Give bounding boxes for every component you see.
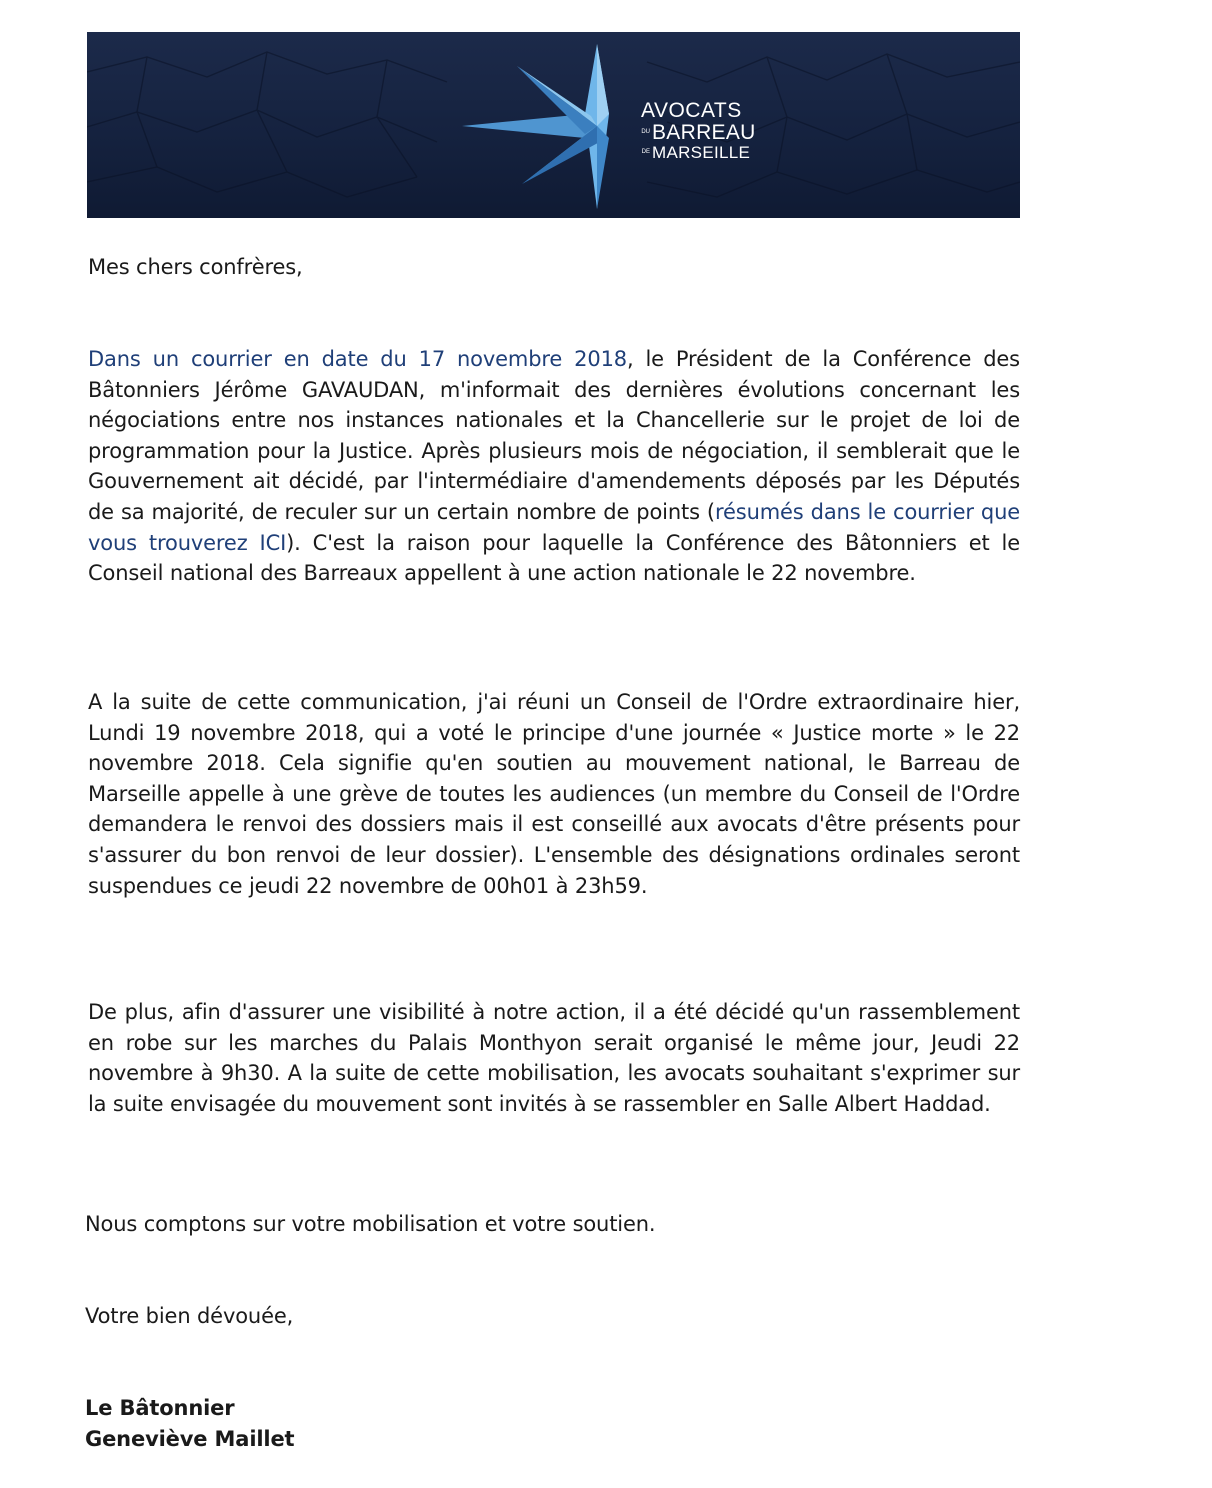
- header-banner: [87, 32, 1020, 218]
- salutation: Mes chers confrères,: [88, 255, 303, 279]
- bar-logo: [457, 44, 757, 209]
- signature-title: Le Bâtonnier: [85, 1396, 235, 1420]
- paragraph-4: Nous comptons sur votre mobilisation et votre soutien.: [85, 1212, 656, 1236]
- paragraph-2: A la suite de cette communication, j'ai réuni un Conseil de l'Ordre extraordinaire hier, Lundi 19 novembre 2018, qui a voté le principe d'une journée « Justice morte » le 22 novembre 2018. Cela signifie qu'en soutien au mouvement national, le Barreau de Marseille appelle à une grève de toutes les audiences (un membre du Conseil de l'Ordre demandera le renvoi des dossiers mais il est conseillé aux avocats d'être présents pour s'assurer du bon renvoi de leur dossier). L'ensemble des désignations ordinales seront suspendues ce jeudi 22 novembre de 00h01 à 23h59.: [88, 690, 1020, 898]
- logo-small-du: DU: [641, 129, 650, 135]
- signature-name: Geneviève Maillet: [85, 1427, 295, 1451]
- logo-line-marseille: MARSEILLE: [652, 143, 751, 162]
- logo-small-de: DE: [641, 149, 650, 155]
- paragraph-1: [88, 344, 1020, 589]
- logo-line-barreau: BARREAU: [652, 121, 756, 144]
- paragraph-1-text-b: ). C'est la raison pour laquelle la Conférence des Bâtonniers et le Conseil national des Barreaux appellent à une action nationale le 22 novembre.: [88, 530, 1020, 586]
- paragraph-1-text-a: , le Président de la Conférence des Bâtonniers Jérôme GAVAUDAN, m'informait des dernières évolutions concernant les négociations entre nos instances nationales et la Chancellerie sur le projet de loi de programmation pour la Justice. Après plusieurs mois de négociation, il semblerait que le Gouvernement ait décidé, par l'intermédiaire d'amendements déposés par les Députés de sa majorité, de reculer sur un certain nombre de points (: [88, 347, 1020, 524]
- paragraph-3: De plus, afin d'assurer une visibilité à notre action, il a été décidé qu'un rassemblement en robe sur les marches du Palais Monthyon serait organisé le même jour, Jeudi 22 novembre à 9h30. A la suite de cette mobilisation, les avocats souhaitant s'exprimer sur la suite envisagée du mouvement sont invités à se rassembler en Salle Albert Haddad.: [88, 1000, 1020, 1116]
- logo-line-avocats: AVOCATS: [641, 99, 742, 122]
- ici-link[interactable]: résumés dans le courrier que vous trouverez ICI: [88, 499, 1020, 555]
- star-logo-icon: [457, 44, 647, 209]
- courrier-link[interactable]: Dans un courrier en date du 17 novembre 2018: [88, 347, 627, 371]
- closing: Votre bien dévouée,: [85, 1304, 294, 1328]
